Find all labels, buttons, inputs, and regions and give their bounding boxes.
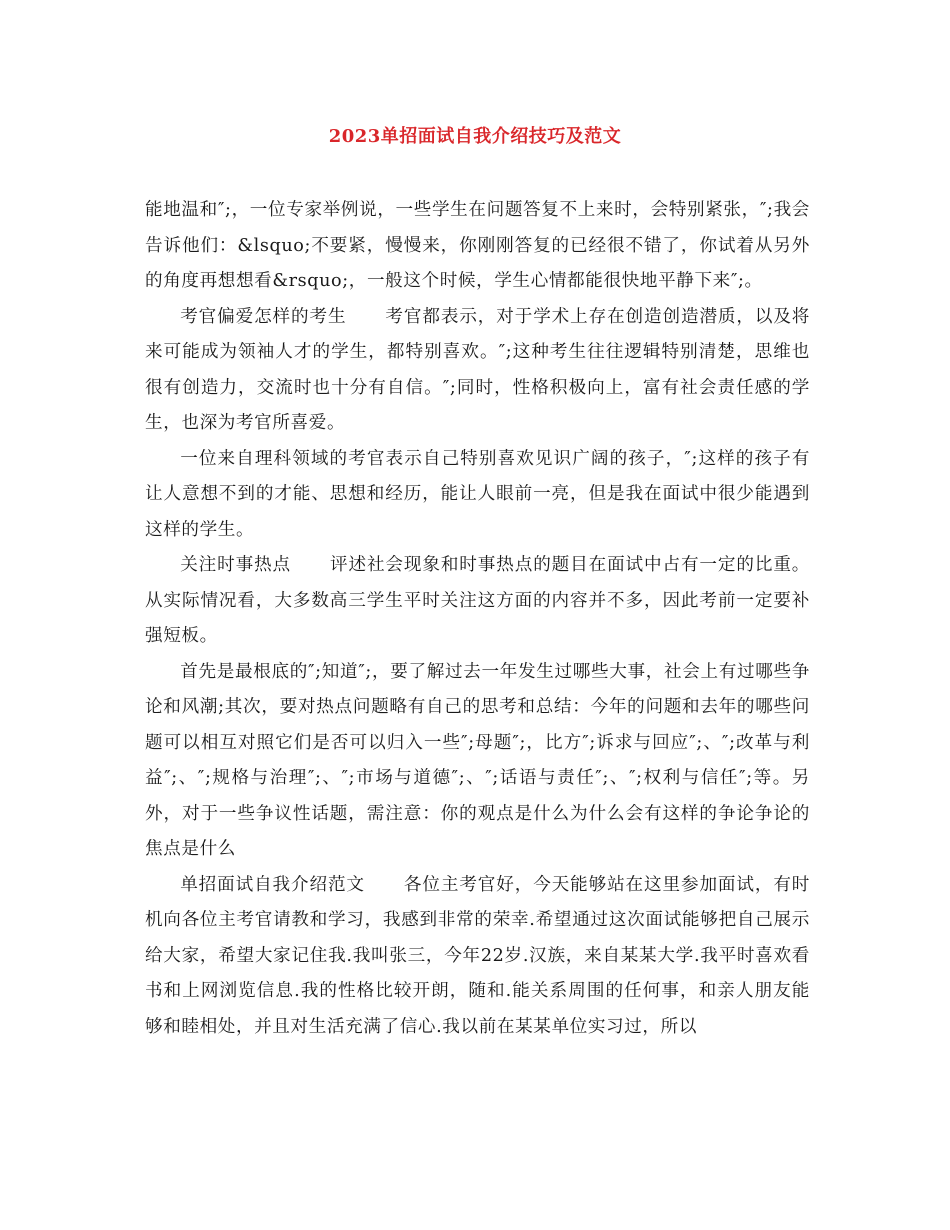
paragraph-2 xyxy=(145,300,810,442)
paragraph-2-text: 考官都表示，对于学术上存在创造创造潜质，以及将来可能成为领袖人才的学生，都特别喜欢。″;这种考生往往逻辑特别清楚，思维也很有创造力，交流时也十分有自信。″;同时，性格积极向上，富有社会责任感的学生，也深为考官所喜爱。 xyxy=(145,306,810,433)
document-title: 2023单招面试自我介绍技巧及范文 xyxy=(328,126,622,147)
paragraph-3 xyxy=(145,442,810,549)
document-body xyxy=(145,193,810,1045)
paragraph-5-text: 首先是最根底的″;知道″;，要了解过去一年发生过哪些大事，社会上有过哪些争论和风潮;其次，要对热点问题略有自己的思考和总结：今年的问题和去年的哪些问题可以相互对照它们是否可以归入一些″;母题″;，比方″;诉求与回应″;、″;改革与利益″;、″;规格与治理″;、″;市场与道德″;、″;话语与责任″;、″;权利与信任″;等。另外，对于一些争议性话题，需注意：你的观点是什么为什么会有这样的争论争论的焦点是什么 xyxy=(145,661,810,859)
paragraph-4-text: 评述社会现象和时事热点的题目在面试中占有一定的比重。从实际情况看，大多数高三学生平时关注这方面的内容并不多，因此考前一定要补强短板。 xyxy=(145,555,810,646)
paragraph-6 xyxy=(145,868,810,1046)
paragraph-6-text: 各位主考官好，今天能够站在这里参加面试，有时机向各位主考官请教和学习，我感到非常的荣幸.希望通过这次面试能够把自己展示给大家，希望大家记住我.我叫张三，今年22岁.汉族，来自某某大学.我平时喜欢看书和上网浏览信息.我的性格比较开朗，随和.能关系周围的任何事，和亲人朋友能够和睦相处，并且对生活充满了信心.我以前在某某单位实习过，所以 xyxy=(145,874,810,1037)
section-heading-preferred-candidates: 考官偏爱怎样的考生 xyxy=(180,306,347,327)
paragraph-3-text: 一位来自理科领域的考官表示自己特别喜欢见识广阔的孩子，″;这样的孩子有让人意想不到的才能、思想和经历，能让人眼前一亮，但是我在面试中很少能遇到这样的学生。 xyxy=(145,448,810,540)
paragraph-5 xyxy=(145,655,810,868)
section-heading-current-affairs: 关注时事热点 xyxy=(180,555,292,575)
paragraph-1-text: 能地温和″;，一位专家举例说，一些学生在问题答复不上来时，会特别紧张，″;我会告诉他们：&lsquo;不要紧，慢慢来，你刚刚答复的已经很不错了，你试着从另外的角度再想想看&rsquo;，一般这个时候，学生心情都能很快地平静下来″;。 xyxy=(145,200,810,291)
paragraph-1 xyxy=(145,193,810,300)
paragraph-4 xyxy=(145,548,810,655)
section-heading-self-intro-sample: 单招面试自我介绍范文 xyxy=(180,874,365,895)
